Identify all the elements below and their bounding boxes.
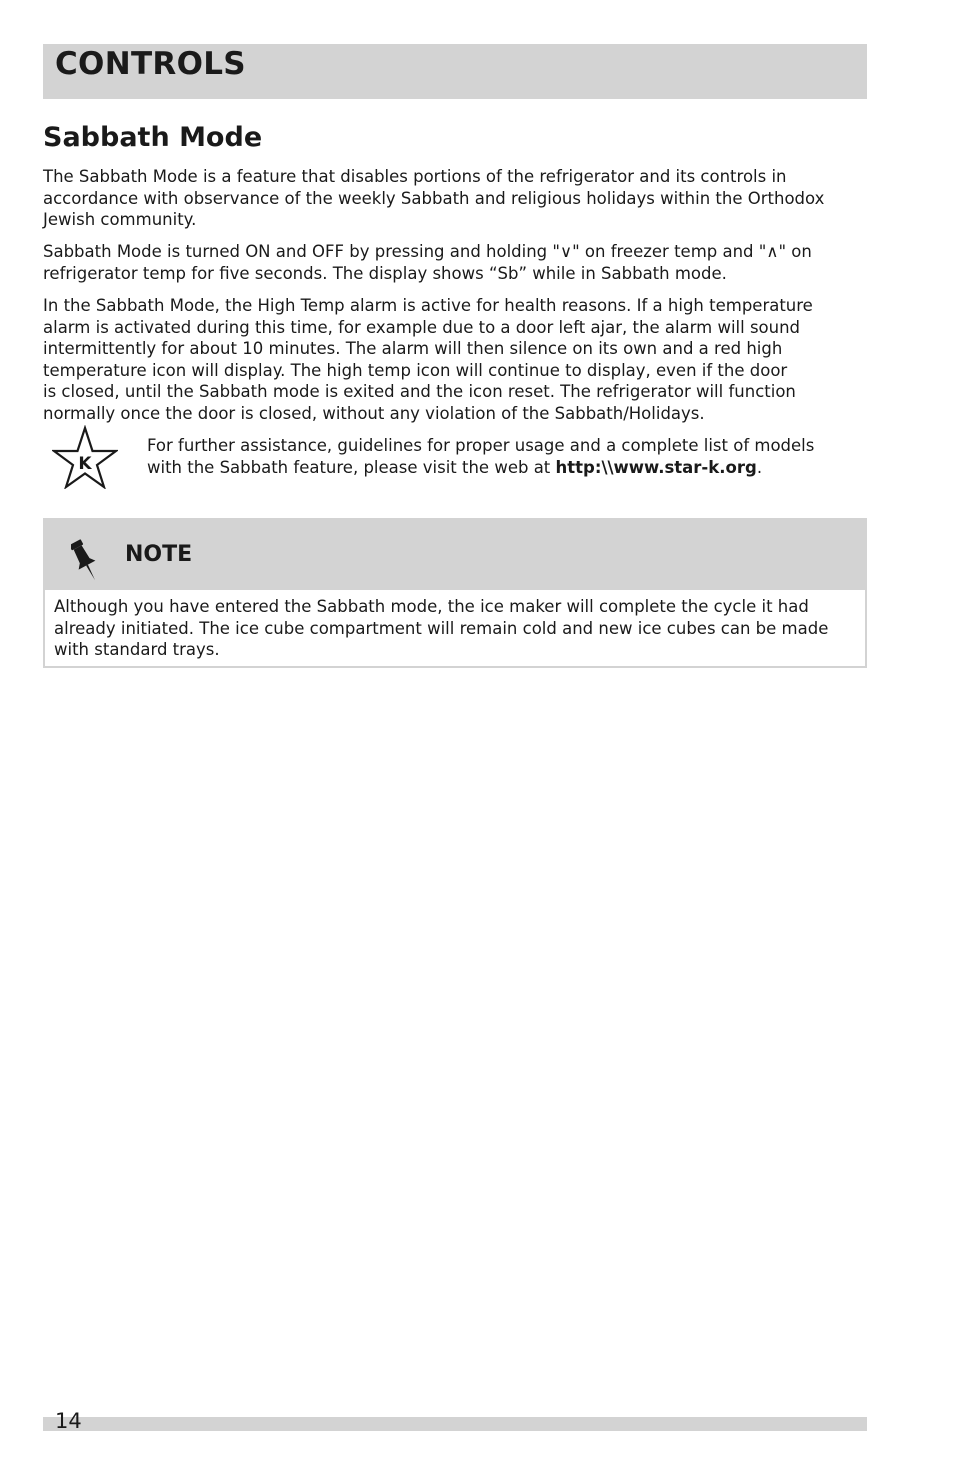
paragraph-activation [43, 241, 858, 284]
star-k-link[interactable]: http:\\www.star-k.org [555, 457, 757, 477]
note-title: NOTE [125, 542, 193, 567]
page-title: CONTROLS [55, 46, 246, 82]
paragraph-line: For further assistance, guidelines for proper usage and a complete list of models [147, 436, 815, 455]
paragraph-line: The Sabbath Mode is a feature that disables portions of the refrigerator and its controls in [43, 167, 787, 186]
paragraph-line: temperature icon will display. The high temp icon will continue to display, even if the door [43, 360, 788, 380]
paragraph-intro [43, 166, 858, 231]
paragraph-line: Sabbath Mode is turned ON and OFF by pressing and holding "∨" on freezer temp and "∧" on [43, 242, 812, 261]
link-prefix: with the Sabbath feature, please visit the web at [147, 457, 556, 477]
paragraph-line [147, 457, 857, 479]
page-number: 14 [55, 1409, 82, 1433]
note-box [43, 518, 867, 668]
footer-bar [43, 1417, 867, 1431]
paragraph-line: intermittently for about 10 minutes. The alarm will then silence on its own and a red high [43, 339, 783, 359]
paragraph-line: normally once the door is closed, without any violation of the Sabbath/Holidays. [43, 403, 705, 423]
paragraph-line: In the Sabbath Mode, the High Temp alarm is active for health reasons. If a high temperature [43, 296, 813, 315]
paragraph-line: is closed, until the Sabbath mode is exited and the icon reset. The refrigerator will function [43, 382, 796, 402]
note-line: Although you have entered the Sabbath mode, the ice maker will complete the cycle it had [54, 597, 809, 616]
section-title: Sabbath Mode [43, 122, 263, 153]
pushpin-icon [71, 536, 101, 584]
header-bar [43, 44, 867, 99]
paragraph-line: accordance with observance of the weekly Sabbath and religious holidays within the Orthodox [43, 188, 825, 208]
note-header [45, 520, 865, 590]
paragraph-line: refrigerator temp for five seconds. The display shows “Sb” while in Sabbath mode. [43, 263, 727, 283]
note-line: already initiated. The ice cube compartment will remain cold and new ice cubes can be made [54, 618, 829, 638]
note-text [54, 596, 859, 661]
note-line: with standard trays. [54, 640, 220, 660]
star-k-letter: K [78, 454, 92, 474]
paragraph-line: alarm is activated during this time, for example due to a door left ajar, the alarm will sound [43, 317, 801, 337]
paragraph-alarm [43, 295, 858, 425]
link-suffix: . [756, 457, 763, 477]
star-k-paragraph [147, 435, 857, 478]
star-k-icon [52, 425, 118, 489]
paragraph-line: Jewish community. [43, 210, 197, 230]
